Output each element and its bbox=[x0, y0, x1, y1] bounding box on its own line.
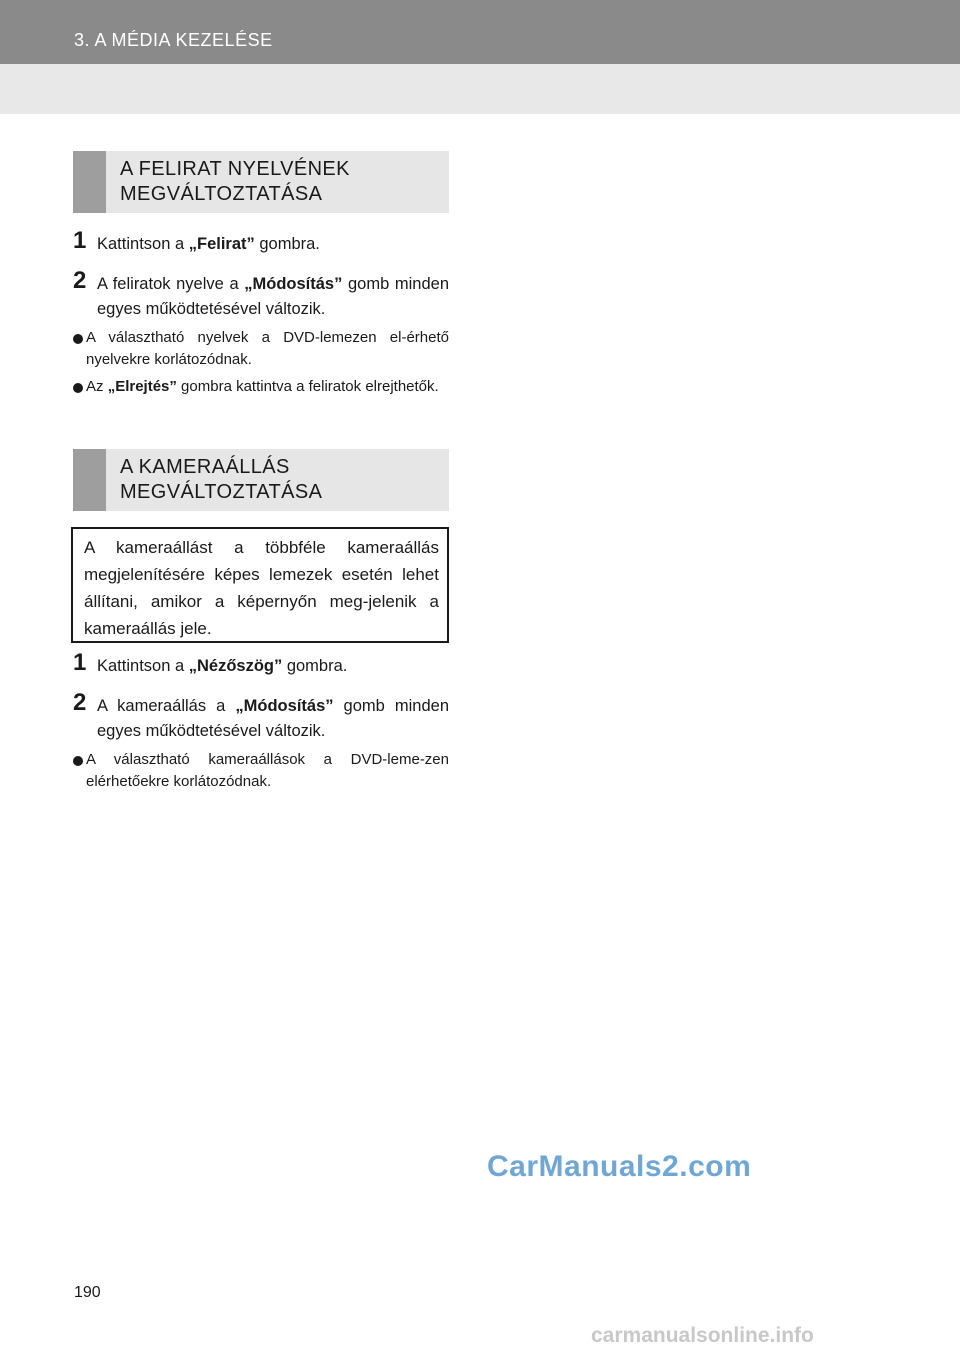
header-bar bbox=[0, 0, 960, 64]
bullet-icon bbox=[73, 756, 83, 766]
heading-text: A FELIRAT NYELVÉNEK MEGVÁLTOZTATÁSA bbox=[120, 158, 350, 205]
button-reference: „Elrejtés” bbox=[107, 378, 177, 395]
note-bullet bbox=[73, 749, 449, 793]
section-title: 3. A MÉDIA KEZELÉSE bbox=[74, 30, 273, 50]
camera-section-heading bbox=[73, 449, 449, 511]
header-band bbox=[0, 64, 960, 114]
step-number: 1 bbox=[73, 649, 87, 676]
heading-accent-bar bbox=[73, 151, 106, 213]
site-watermark: carmanualsonline.info bbox=[591, 1324, 814, 1347]
button-reference: „Nézőszög” bbox=[188, 657, 283, 675]
step-number: 1 bbox=[73, 227, 87, 254]
subtitle-section-heading bbox=[73, 151, 449, 213]
step-1 bbox=[73, 649, 449, 679]
step-text: Kattintson a „Nézőszög” gombra. bbox=[97, 657, 348, 675]
step-2 bbox=[73, 689, 450, 744]
note-bullet bbox=[73, 327, 449, 371]
note-text: A választható kameraállások a DVD-leme-zen elérhetőekre korlátozódnak. bbox=[86, 751, 449, 790]
step-2 bbox=[73, 267, 450, 322]
note-text: Az „Elrejtés” gombra kattintva a feliratok elrejthetők. bbox=[86, 378, 439, 395]
page-number: 190 bbox=[74, 1284, 101, 1301]
bullet-icon bbox=[73, 383, 83, 393]
button-reference: „Módosítás” bbox=[235, 697, 334, 715]
button-reference: „Felirat” bbox=[188, 235, 255, 253]
step-text: A kameraállás a „Módosítás” gomb minden egyes működtetésével változik. bbox=[97, 697, 450, 740]
heading-accent-bar bbox=[73, 449, 106, 511]
info-text: A kameraállást a többféle kameraállás megjelenítésére képes lemezek esetén lehet állítani, amikor a képernyőn meg-jelenik a kameraállás jele. bbox=[84, 538, 439, 638]
step-1 bbox=[73, 227, 449, 257]
button-reference: „Módosítás” bbox=[244, 275, 343, 293]
step-text: Kattintson a „Felirat” gombra. bbox=[97, 235, 320, 253]
step-number: 2 bbox=[73, 267, 87, 294]
note-bullet bbox=[73, 376, 449, 398]
step-text: A feliratok nyelve a „Módosítás” gomb minden egyes működtetésével változik. bbox=[97, 275, 450, 318]
note-text: A választható nyelvek a DVD-lemezen el-érhető nyelvekre korlátozódnak. bbox=[86, 329, 449, 368]
watermark-logo: CarManuals2.com bbox=[487, 1150, 752, 1183]
info-box bbox=[71, 527, 449, 643]
bullet-icon bbox=[73, 334, 83, 344]
heading-text: A KAMERAÁLLÁS MEGVÁLTOZTATÁSA bbox=[120, 456, 323, 503]
step-number: 2 bbox=[73, 689, 87, 716]
